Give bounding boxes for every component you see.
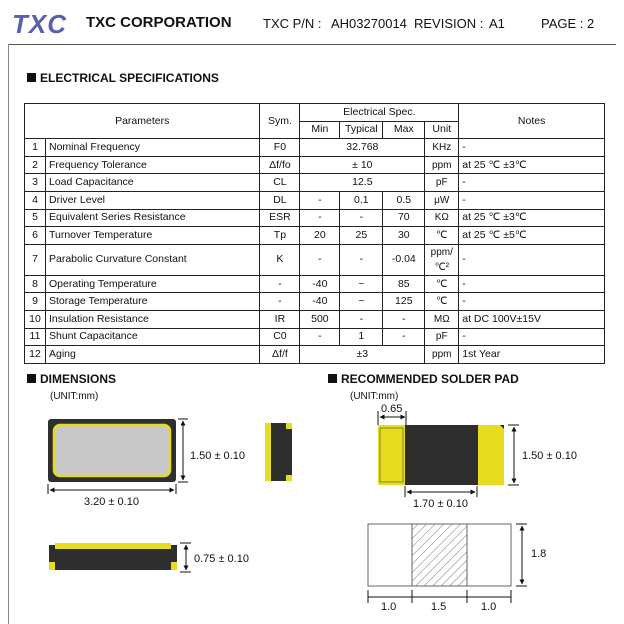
company-logo: TXC [12, 9, 67, 39]
unit-value: MΩ [425, 310, 459, 328]
min-value: - [300, 244, 340, 275]
land-height-label: 1.8 [531, 548, 547, 560]
header-unit: Unit [425, 121, 459, 139]
crystal-top-view [48, 419, 176, 482]
min-value: 500 [300, 310, 340, 328]
unit-value: pF [425, 174, 459, 192]
symbol: C0 [260, 328, 300, 346]
unit-value: ppm [425, 156, 459, 174]
notes-value: - [459, 139, 605, 157]
typical-value: ± 10 [300, 156, 425, 174]
company-name: TXC CORPORATION [86, 14, 232, 31]
revision-label: REVISION : [414, 16, 484, 31]
row-number: 6 [25, 227, 46, 245]
notes-value: at 25 ℃ ±5℃ [459, 227, 605, 245]
unit-value: ℃ [425, 227, 459, 245]
notes-value: at 25 ℃ ±3℃ [459, 156, 605, 174]
land-w2-label: 1.5 [431, 601, 447, 613]
max-value: - [383, 328, 425, 346]
row-number: 11 [25, 328, 46, 346]
symbol: Tp [260, 227, 300, 245]
param-name: Operating Temperature [45, 275, 259, 293]
row-number: 10 [25, 310, 46, 328]
notes-value: - [459, 293, 605, 311]
param-name: Aging [45, 346, 259, 364]
symbol: K [260, 244, 300, 275]
param-name: Nominal Frequency [45, 139, 259, 157]
dim-thickness-label: 0.75 ± 0.10 [194, 553, 249, 565]
max-value: 70 [383, 209, 425, 227]
row-number: 1 [25, 139, 46, 157]
dim-length-label: 3.20 ± 0.10 [84, 496, 139, 508]
max-value: 30 [383, 227, 425, 245]
solder-pad-crystal-view [378, 425, 504, 485]
typical-value: - [340, 310, 383, 328]
land-pattern [368, 524, 511, 586]
param-name: Parabolic Curvature Constant [45, 244, 259, 275]
notes-value: at DC 100V±15V [459, 310, 605, 328]
typical-value: 1 [340, 328, 383, 346]
header-elec-spec: Electrical Spec. [300, 104, 459, 122]
crystal-side-view [49, 543, 177, 570]
header-parameters: Parameters [25, 104, 260, 139]
notes-value: 1st Year [459, 346, 605, 364]
crystal-end-view [265, 423, 292, 481]
symbol: - [260, 293, 300, 311]
typical-value: ~ [340, 293, 383, 311]
param-name: Equivalent Series Resistance [45, 209, 259, 227]
row-number: 5 [25, 209, 46, 227]
max-value: 0.5 [383, 191, 425, 209]
unit-value: ℃ [425, 293, 459, 311]
part-number: AH03270014 [331, 16, 407, 31]
param-name: Storage Temperature [45, 293, 259, 311]
unit-value: KΩ [425, 209, 459, 227]
dim-height-label: 1.50 ± 0.10 [190, 450, 245, 462]
min-value: - [300, 191, 340, 209]
electrical-section-title: ELECTRICAL SPECIFICATIONS [27, 71, 219, 85]
typical-value: 25 [340, 227, 383, 245]
min-value: 20 [300, 227, 340, 245]
symbol: ESR [260, 209, 300, 227]
notes-value: - [459, 328, 605, 346]
unit-value: ℃ [425, 275, 459, 293]
symbol: Δf/fo [260, 156, 300, 174]
symbol: IR [260, 310, 300, 328]
param-name: Shunt Capacitance [45, 328, 259, 346]
param-name: Driver Level [45, 191, 259, 209]
header-min: Min [300, 121, 340, 139]
unit-value: μW [425, 191, 459, 209]
param-name: Load Capacitance [45, 174, 259, 192]
min-value: -40 [300, 275, 340, 293]
row-number: 8 [25, 275, 46, 293]
land-w1-label: 1.0 [381, 601, 397, 613]
page-number: PAGE : 2 [541, 16, 595, 31]
dimensions-unit: (UNIT:mm) [50, 391, 99, 402]
typical-value: ~ [340, 275, 383, 293]
pad-width-label: 0.65 [381, 403, 403, 415]
min-value: -40 [300, 293, 340, 311]
max-value: -0.04 [383, 244, 425, 275]
notes-value: - [459, 191, 605, 209]
param-name: Turnover Temperature [45, 227, 259, 245]
solder-pad-unit: (UNIT:mm) [350, 391, 399, 402]
symbol: CL [260, 174, 300, 192]
typical-value: 12.5 [300, 174, 425, 192]
max-value: 125 [383, 293, 425, 311]
part-number-label: TXC P/N : [263, 16, 322, 31]
notes-value: - [459, 174, 605, 192]
typical-value: 32.768 [300, 139, 425, 157]
typical-value: - [340, 209, 383, 227]
min-value: - [300, 209, 340, 227]
notes-value: - [459, 244, 605, 275]
typical-value: ±3 [300, 346, 425, 364]
pad-span-label: 1.70 ± 0.10 [413, 498, 468, 510]
param-name: Frequency Tolerance [45, 156, 259, 174]
row-number: 4 [25, 191, 46, 209]
row-number: 9 [25, 293, 46, 311]
notes-value: - [459, 275, 605, 293]
solder-pad-section-title: RECOMMENDED SOLDER PAD [328, 372, 519, 386]
header-max: Max [383, 121, 425, 139]
row-number: 2 [25, 156, 46, 174]
min-value: - [300, 328, 340, 346]
header-notes: Notes [459, 104, 605, 139]
row-number: 3 [25, 174, 46, 192]
pad-height-label: 1.50 ± 0.10 [522, 450, 577, 462]
typical-value: 0.1 [340, 191, 383, 209]
typical-value: - [340, 244, 383, 275]
bullet-square-icon [328, 374, 337, 383]
symbol: Δf/f [260, 346, 300, 364]
land-w3-label: 1.0 [481, 601, 497, 613]
unit-value: KHz [425, 139, 459, 157]
revision-value: A1 [489, 16, 505, 31]
symbol: - [260, 275, 300, 293]
unit-value: ppm [425, 346, 459, 364]
param-name: Insulation Resistance [45, 310, 259, 328]
max-value: 85 [383, 275, 425, 293]
unit-value: pF [425, 328, 459, 346]
max-value: - [383, 310, 425, 328]
notes-value: at 25 ℃ ±3℃ [459, 209, 605, 227]
unit-value: ppm/℃² [425, 244, 459, 275]
symbol: DL [260, 191, 300, 209]
symbol: F0 [260, 139, 300, 157]
dimensions-section-title: DIMENSIONS [27, 372, 116, 386]
header-typical: Typical [340, 121, 383, 139]
row-number: 12 [25, 346, 46, 364]
row-number: 7 [25, 244, 46, 275]
header-sym: Sym. [260, 104, 300, 139]
